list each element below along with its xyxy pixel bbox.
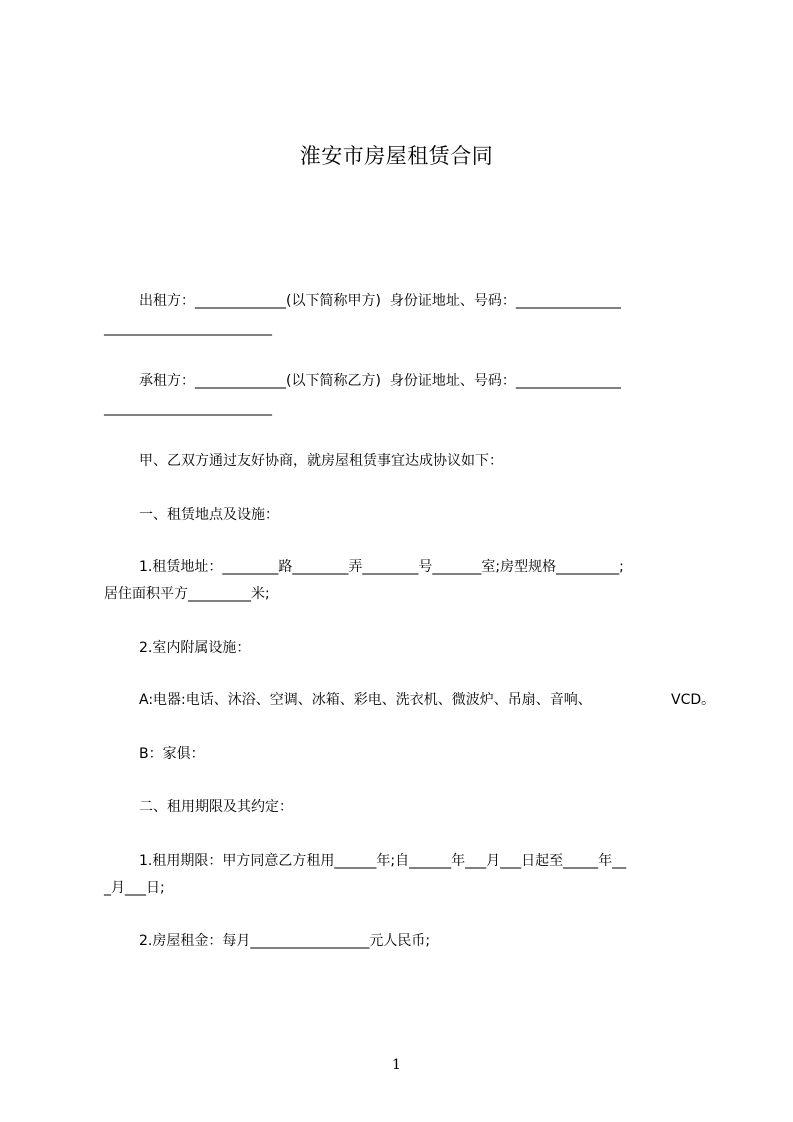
section-heading-1: 一、租赁地点及设施：	[139, 507, 279, 523]
lessee-line: 承租方：_____________(以下简称乙方) 身份证地址、号码：_______________	[139, 373, 621, 389]
appliances-line-end: VCD。	[671, 692, 716, 708]
rental-address-line: 1.租赁地址：________路________弄________号_______室;房型规格_________;	[139, 559, 624, 575]
appliances-line: A:电器:电话、沐浴、空调、冰箱、彩电、洗衣机、微波炉、吊扇、音响、	[139, 692, 592, 708]
rent-line: 2.房屋租金：每月_________________元人民币;	[139, 933, 431, 949]
facilities-heading: 2.室内附属设施：	[139, 640, 251, 656]
document-title: 淮安市房屋租赁合同	[299, 144, 494, 168]
lessee-line-continued: ________________________	[104, 400, 272, 416]
lessor-line: 出租方：_____________(以下简称甲方) 身份证地址、号码：_______________	[139, 293, 621, 309]
page-number: 1	[392, 1057, 401, 1073]
intro-paragraph: 甲、乙双方通过友好协商，就房屋租赁事宜达成协议如下：	[139, 453, 503, 469]
living-area-line: 居住面积平方_________米;	[104, 586, 270, 602]
section-heading-2: 二、租用期限及其约定：	[139, 799, 293, 815]
lease-term-line-continued: _月___日;	[104, 880, 165, 896]
lessor-line-continued: ________________________	[104, 320, 272, 336]
furniture-line: B：家俱：	[139, 746, 205, 762]
lease-term-line: 1.租用期限：甲方同意乙方租用______年;自______年___月___日起至_____年__	[139, 853, 627, 869]
